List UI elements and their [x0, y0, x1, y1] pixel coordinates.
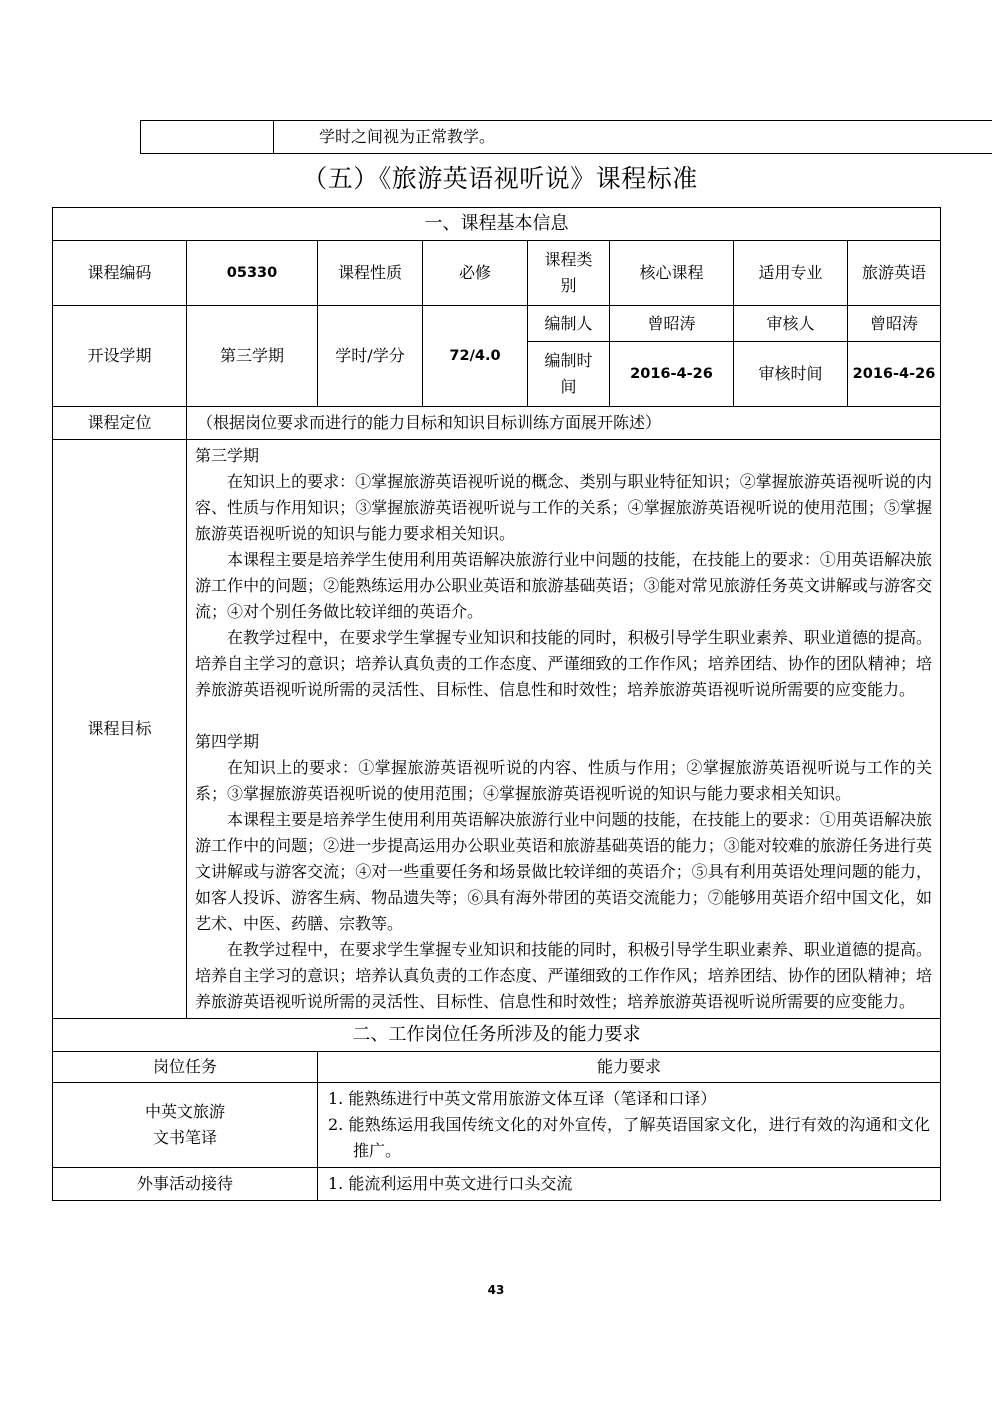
semester3-quality: 在教学过程中，在要求学生掌握专业知识和技能的同时，积极引导学生职业素养、职业道德的提高。培养自主学习的意识；培养认真负责的工作态度、严谨细致的工作作风；培养团结、协作的团队精神；培养旅游英语视听说所需的灵活性、目标性、信息性和时效性；培养旅游英语视听说所需要的应变能力。 [195, 628, 932, 699]
major-label: 适用专业 [734, 241, 848, 306]
course-nature-value: 必修 [423, 241, 528, 306]
task-translation-line2: 文书笔译 [152, 1128, 217, 1147]
major-value: 旅游英语 [848, 241, 941, 306]
semester4-heading: 第四学期 [195, 732, 260, 751]
course-standard-table [52, 207, 941, 1201]
semester-value: 第三学期 [187, 306, 318, 407]
section-heading-basic-info: 一、课程基本信息 [53, 208, 941, 241]
ability-item: 2. 能熟练运用我国传统文化的对外宣传，了解英语国家文化，进行有效的沟通和文化推广。 [328, 1115, 930, 1160]
course-code-value: 05330 [187, 241, 318, 306]
semester4-knowledge: 在知识上的要求：①掌握旅游英语视听说的内容、性质与作用；②掌握旅游英语视听说与工作的关系；③掌握旅游英语视听说的使用范围；④掌握旅游英语视听说的知识与能力要求相关知识。 [195, 758, 932, 803]
ability-list-reception [318, 1168, 941, 1201]
section-heading-abilities: 二、工作岗位任务所涉及的能力要求 [53, 1019, 941, 1052]
compiler-value: 曾昭涛 [610, 306, 734, 342]
compile-time-label: 编制时间 [528, 342, 610, 407]
semester3-heading: 第三学期 [195, 446, 260, 465]
semester-label: 开设学期 [53, 306, 187, 407]
column-header-ability: 能力要求 [318, 1052, 941, 1083]
page-title: （五）《旅游英语视听说》课程标准 [302, 164, 698, 193]
column-header-task: 岗位任务 [53, 1052, 318, 1083]
compiler-label: 编制人 [528, 306, 610, 342]
ability-item: 1. 能熟练进行中英文常用旅游文体互译（笔译和口译） [328, 1089, 717, 1108]
task-translation [53, 1083, 318, 1168]
reviewer-label: 审核人 [734, 306, 848, 342]
course-nature-label: 课程性质 [318, 241, 423, 306]
compile-time-value: 2016-4-26 [610, 342, 734, 407]
blank-line [195, 703, 932, 729]
course-category-label: 课程类别 [528, 241, 610, 306]
hours-credits-label: 学时/学分 [318, 306, 423, 407]
semester3-knowledge: 在知识上的要求：①掌握旅游英语视听说的概念、类别与职业特征知识；②掌握旅游英语视听说的内容、性质与作用知识；③掌握旅游英语视听说与工作的关系；④掌握旅游英语视听说的使用范围；⑤掌握旅游英语视听说的知识与能力要求相关知识。 [195, 472, 932, 543]
previous-table-tail [140, 120, 992, 154]
positioning-label: 课程定位 [53, 407, 187, 440]
reviewer-value: 曾昭涛 [848, 306, 941, 342]
semester4-skills: 本课程主要是培养学生使用利用英语解决旅游行业中问题的技能，在技能上的要求：①用英语解决旅游工作中的问题；②进一步提高运用办公职业英语和旅游基础英语的能力；③能对较难的旅游任务进行英文讲解或与游客交流；④对一些重要任务和场景做比较详细的英语介；⑤具有利用英语处理问题的能力，如客人投诉、游客生病、物品遗失等；⑥具有海外带团的英语交流能力；⑦能够用英语介绍中国文化，如艺术、中医、药膳、宗教等。 [195, 810, 932, 933]
positioning-value: （根据岗位要求而进行的能力目标和知识目标训练方面展开陈述） [187, 407, 941, 440]
goals-content [187, 440, 941, 1019]
page-number: 43 [487, 1283, 505, 1297]
course-category-value: 核心课程 [610, 241, 734, 306]
review-time-label: 审核时间 [734, 342, 848, 407]
task-reception: 外事活动接待 [53, 1168, 318, 1201]
semester4-quality: 在教学过程中，在要求学生掌握专业知识和技能的同时，积极引导学生职业素养、职业道德的提高。培养自主学习的意识；培养认真负责的工作态度、严谨细致的工作作风；培养团结、协作的团队精神；培养旅游英语视听说所需的灵活性、目标性、信息性和时效性；培养旅游英语视听说所需要的应变能力。 [195, 940, 932, 1011]
goals-label: 课程目标 [53, 440, 187, 1019]
previous-table-text: 学时之间视为正常教学。 [274, 121, 992, 154]
ability-item: 1. 能流利运用中英文进行口头交流 [328, 1174, 573, 1193]
semester3-skills: 本课程主要是培养学生使用利用英语解决旅游行业中问题的技能，在技能上的要求：①用英语解决旅游工作中的问题；②能熟练运用办公职业英语和旅游基础英语；③能对常见旅游任务英文讲解或与游客交流；④对个别任务做比较详细的英语介。 [195, 550, 932, 621]
task-translation-line1: 中英文旅游 [144, 1102, 225, 1121]
hours-credits-value: 72/4.0 [423, 306, 528, 407]
ability-list-translation [318, 1083, 941, 1168]
previous-table-left-cell [141, 121, 274, 154]
course-code-label: 课程编码 [53, 241, 187, 306]
review-time-value: 2016-4-26 [848, 342, 941, 407]
